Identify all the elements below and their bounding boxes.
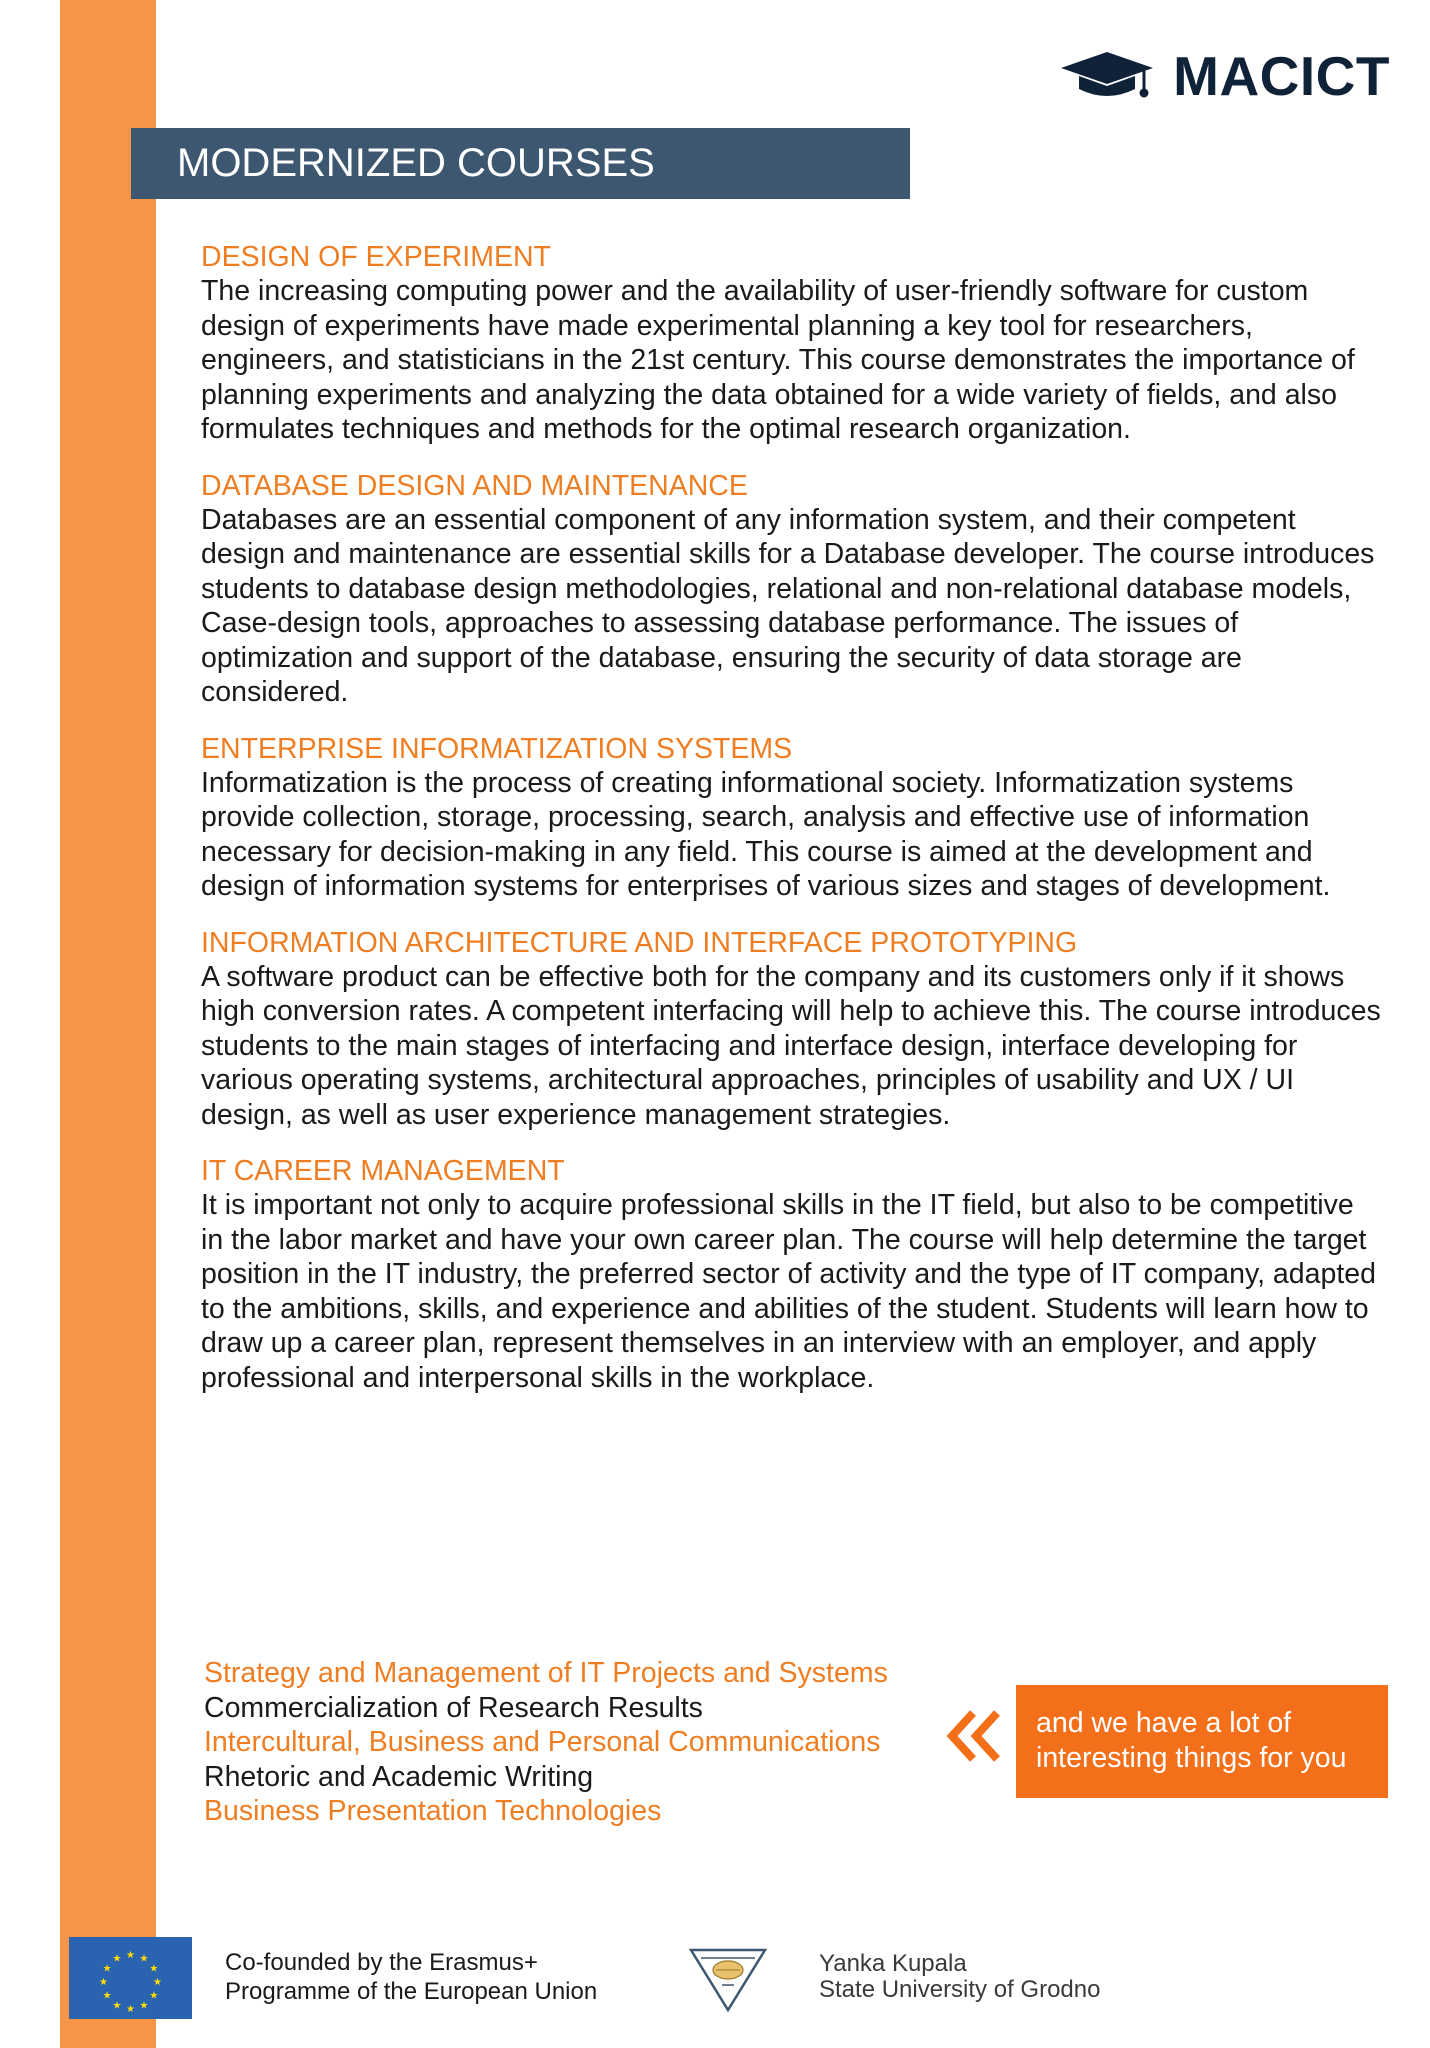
course-title: DESIGN OF EXPERIMENT xyxy=(201,241,551,273)
university-line-2: State University of Grodno xyxy=(819,1976,1101,2003)
erasmus-line-2: Programme of the European Union xyxy=(225,1978,598,2005)
svg-text:★: ★ xyxy=(112,2000,122,2012)
svg-text:★: ★ xyxy=(126,1950,135,1961)
eu-flag-icon xyxy=(69,1937,192,2019)
svg-text:★: ★ xyxy=(139,1953,149,1965)
svg-text:★: ★ xyxy=(153,1977,162,1988)
svg-text:★: ★ xyxy=(149,1963,159,1975)
graduation-cap-icon xyxy=(1059,49,1155,103)
svg-text:★: ★ xyxy=(139,2000,149,2012)
svg-text:★: ★ xyxy=(112,1953,122,1965)
svg-text:★: ★ xyxy=(102,1990,112,2002)
course-title: ENTERPRISE INFORMATIZATION SYSTEMS xyxy=(201,732,793,765)
list-item: Rhetoric and Academic Writing xyxy=(204,1760,594,1793)
list-item: Strategy and Management of IT Projects and Systems xyxy=(204,1657,888,1689)
svg-text:★: ★ xyxy=(126,2004,135,2015)
svg-text:★: ★ xyxy=(99,1977,108,1988)
svg-text:★: ★ xyxy=(102,1963,112,1975)
course-item xyxy=(201,926,1381,1133)
university-logo-icon xyxy=(688,1947,768,2013)
course-description: It is important not only to acquire professional skills in the IT field, but also to be competitive in the labor market and have your own career plan. The course will help determine the target position in the IT industry, the preferred sector of activity and the type of IT company, adapted to the ambitions, skills, and experience and abilities of the student. Students will learn how to draw up a career plan, represent themselves in an interview with an employer, and apply professional and interpersonal skills in the workplace. xyxy=(201,1189,1376,1394)
list-item: Commercialization of Research Results xyxy=(204,1691,703,1724)
course-item xyxy=(201,469,1381,710)
brand-name: MACICT xyxy=(1173,45,1390,107)
course-title: IT CAREER MANAGEMENT xyxy=(201,1155,565,1187)
course-list xyxy=(201,240,1381,1417)
side-stripe xyxy=(60,0,159,2048)
erasmus-line-1: Co-founded by the Erasmus+ xyxy=(225,1949,538,1976)
course-description: Databases are an essential component of any information system, and their competent design and maintenance are essential skills for a Database developer. The course introduces students to database design methodologies, relational and non-relational database models, Case-design tools, approaches to assessing database performance. The issues of optimization and support of the database, ensuring the security of data storage are considered. xyxy=(201,503,1375,708)
erasmus-credit xyxy=(225,1948,597,2006)
course-title: DATABASE DESIGN AND MAINTENANCE xyxy=(201,469,748,502)
university-line-1: Yanka Kupala xyxy=(819,1950,967,1977)
course-description: A software product can be effective both for the company and its customers only if it shows high conversion rates. A competent interfacing will help to achieve this. The course introduces students to the main stages of interfacing and interface design, interface developing for various operating systems, architectural approaches, principles of usability and UX / UI design, as well as user experience management strategies. xyxy=(201,960,1381,1131)
callout-box: and we have a lot of interesting things for you xyxy=(1016,1685,1388,1798)
course-item xyxy=(201,732,1381,904)
svg-text:★: ★ xyxy=(149,1990,159,2002)
course-title: INFORMATION ARCHITECTURE AND INTERFACE PROTOTYPING xyxy=(201,926,1078,959)
course-item xyxy=(201,1154,1381,1395)
course-description: Informatization is the process of creating informational society. Informatization systems provide collection, storage, processing, search, analysis and effective use of information necessary for decision-making in any field. This course is aimed at the development and design of information systems for enterprises of various sizes and stages of development. xyxy=(201,766,1331,902)
double-chevron-left-icon xyxy=(945,1708,1003,1764)
university-name xyxy=(819,1951,1100,2003)
additional-courses-list xyxy=(204,1656,904,1829)
list-item: Intercultural, Business and Personal Communications xyxy=(204,1726,881,1758)
course-description: The increasing computing power and the availability of user-friendly software for custom design of experiments have made experimental planning a key tool for researchers, engineers, and statisticians in the 21st century. This course demonstrates the importance of planning experiments and analyzing the data obtained for a wide variety of fields, and also formulates techniques and methods for the optimal research organization. xyxy=(201,275,1355,445)
brand-logo xyxy=(1059,46,1390,106)
course-item xyxy=(201,240,1381,447)
page-title: MODERNIZED COURSES xyxy=(131,128,910,199)
list-item: Business Presentation Technologies xyxy=(204,1795,662,1827)
